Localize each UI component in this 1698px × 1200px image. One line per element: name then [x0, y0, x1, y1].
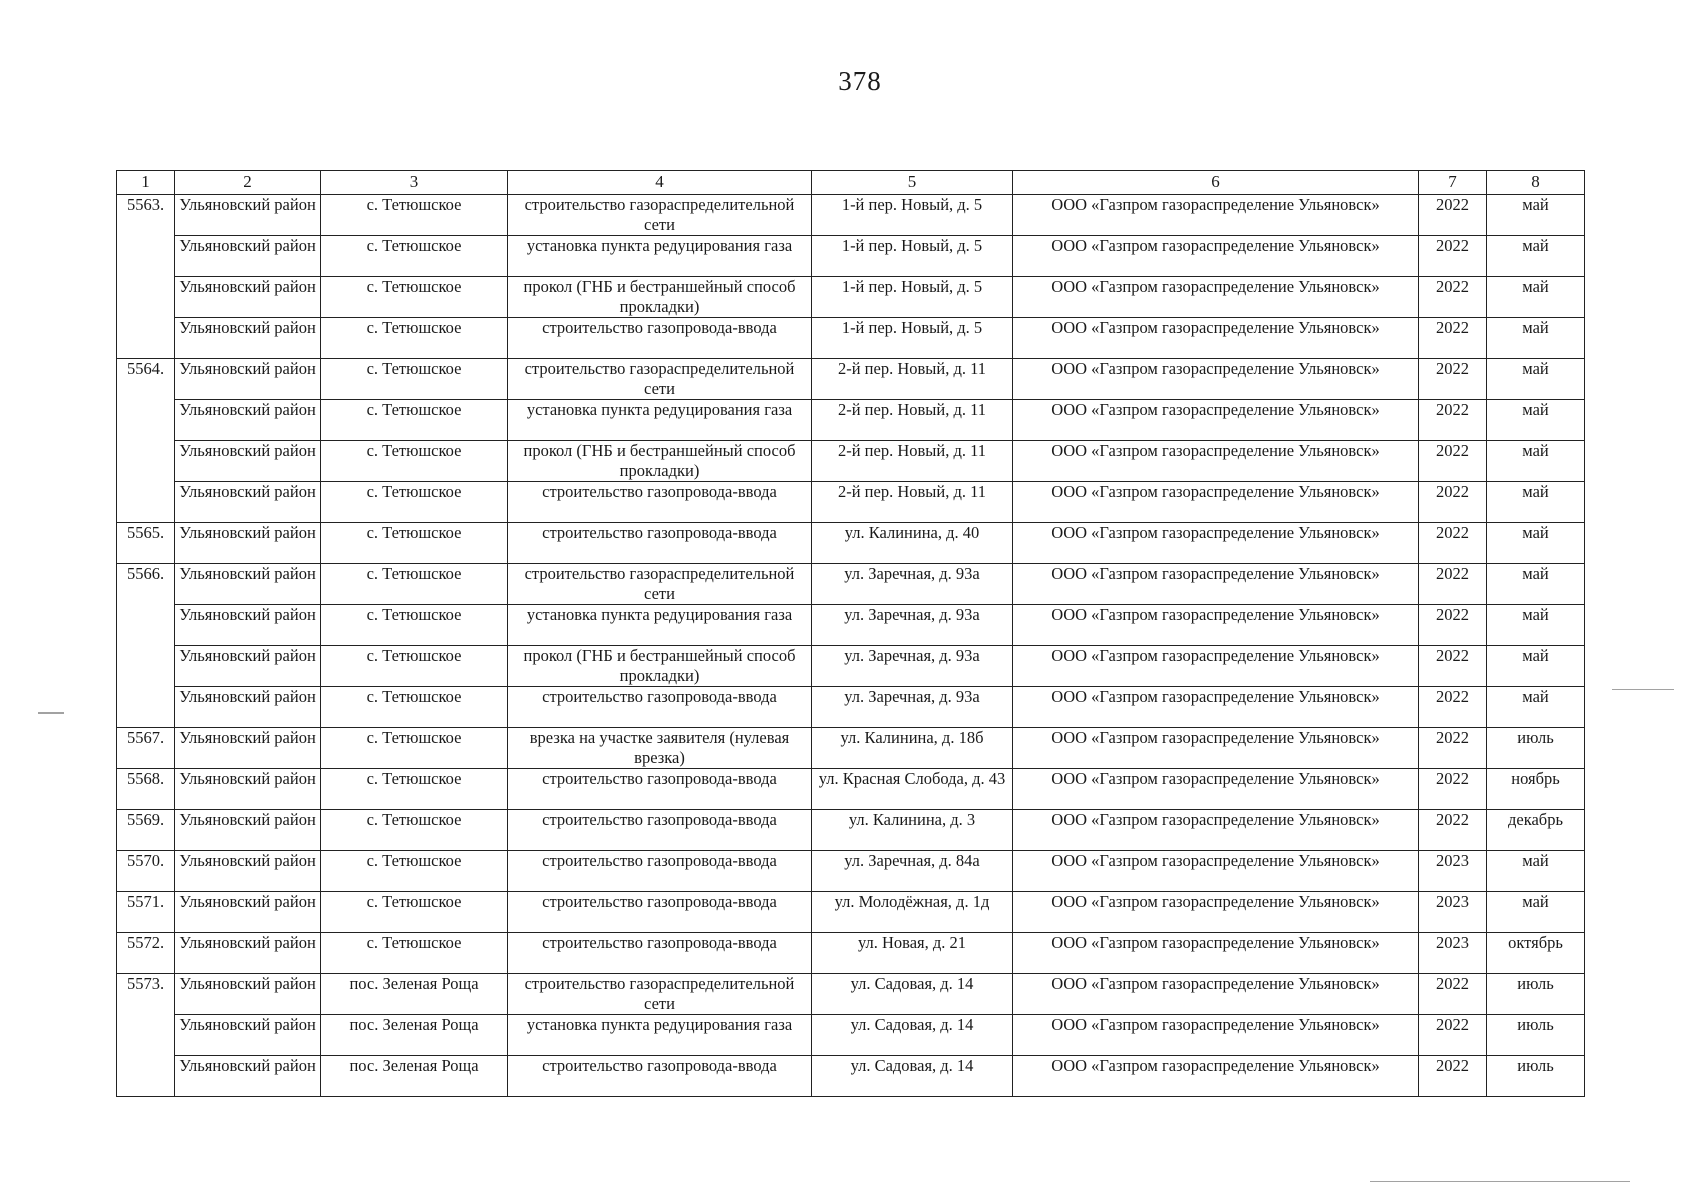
entry-number: 5568.: [117, 769, 175, 810]
table-row: [117, 523, 1585, 564]
district-cell: Ульяновский район: [175, 769, 321, 810]
month-cell: май: [1487, 687, 1585, 728]
month-cell: май: [1487, 564, 1585, 605]
address-cell: 2-й пер. Новый, д. 11: [812, 400, 1013, 441]
work-type-cell: врезка на участке заявителя (нулевая врезка): [508, 728, 812, 769]
settlement-cell: с. Тетюшское: [321, 728, 508, 769]
year-cell: 2023: [1419, 892, 1487, 933]
entry-number: [117, 400, 175, 441]
entry-number: [117, 646, 175, 687]
settlement-cell: пос. Зеленая Роща: [321, 1056, 508, 1097]
table-body: [117, 195, 1585, 1097]
month-cell: май: [1487, 441, 1585, 482]
address-cell: 1-й пер. Новый, д. 5: [812, 236, 1013, 277]
entry-number: 5563.: [117, 195, 175, 236]
work-type-cell: строительство газораспределительной сети: [508, 974, 812, 1015]
column-number-7: 7: [1419, 171, 1487, 195]
address-cell: ул. Садовая, д. 14: [812, 974, 1013, 1015]
entry-number: [117, 482, 175, 523]
settlement-cell: с. Тетюшское: [321, 359, 508, 400]
organization-cell: ООО «Газпром газораспределение Ульяновск»: [1013, 523, 1419, 564]
settlement-cell: пос. Зеленая Роща: [321, 1015, 508, 1056]
month-cell: ноябрь: [1487, 769, 1585, 810]
address-cell: 1-й пер. Новый, д. 5: [812, 318, 1013, 359]
entry-number: 5572.: [117, 933, 175, 974]
settlement-cell: с. Тетюшское: [321, 523, 508, 564]
settlement-cell: с. Тетюшское: [321, 605, 508, 646]
organization-cell: ООО «Газпром газораспределение Ульяновск»: [1013, 400, 1419, 441]
organization-cell: ООО «Газпром газораспределение Ульяновск»: [1013, 195, 1419, 236]
month-cell: май: [1487, 318, 1585, 359]
organization-cell: ООО «Газпром газораспределение Ульяновск»: [1013, 687, 1419, 728]
organization-cell: ООО «Газпром газораспределение Ульяновск»: [1013, 277, 1419, 318]
entry-number: [117, 318, 175, 359]
organization-cell: ООО «Газпром газораспределение Ульяновск»: [1013, 441, 1419, 482]
scan-mark-left: [38, 712, 64, 714]
district-cell: Ульяновский район: [175, 605, 321, 646]
work-type-cell: установка пункта редуцирования газа: [508, 605, 812, 646]
address-cell: ул. Калинина, д. 3: [812, 810, 1013, 851]
year-cell: 2022: [1419, 564, 1487, 605]
district-cell: Ульяновский район: [175, 810, 321, 851]
organization-cell: ООО «Газпром газораспределение Ульяновск»: [1013, 605, 1419, 646]
work-type-cell: прокол (ГНБ и бестраншейный способ прокладки): [508, 441, 812, 482]
entry-number: [117, 1056, 175, 1097]
year-cell: 2022: [1419, 769, 1487, 810]
year-cell: 2022: [1419, 482, 1487, 523]
month-cell: июль: [1487, 974, 1585, 1015]
district-cell: Ульяновский район: [175, 523, 321, 564]
work-type-cell: строительство газопровода-ввода: [508, 318, 812, 359]
organization-cell: ООО «Газпром газораспределение Ульяновск»: [1013, 564, 1419, 605]
settlement-cell: пос. Зеленая Роща: [321, 974, 508, 1015]
address-cell: ул. Заречная, д. 93а: [812, 646, 1013, 687]
table-row: [117, 687, 1585, 728]
year-cell: 2022: [1419, 1056, 1487, 1097]
district-cell: Ульяновский район: [175, 728, 321, 769]
organization-cell: ООО «Газпром газораспределение Ульяновск»: [1013, 482, 1419, 523]
address-cell: ул. Садовая, д. 14: [812, 1015, 1013, 1056]
month-cell: май: [1487, 236, 1585, 277]
organization-cell: ООО «Газпром газораспределение Ульяновск»: [1013, 646, 1419, 687]
column-number-8: 8: [1487, 171, 1585, 195]
year-cell: 2022: [1419, 195, 1487, 236]
settlement-cell: с. Тетюшское: [321, 441, 508, 482]
entry-number: 5564.: [117, 359, 175, 400]
organization-cell: ООО «Газпром газораспределение Ульяновск»: [1013, 359, 1419, 400]
work-type-cell: прокол (ГНБ и бестраншейный способ прокладки): [508, 277, 812, 318]
address-cell: ул. Калинина, д. 40: [812, 523, 1013, 564]
entry-number: [117, 236, 175, 277]
year-cell: 2022: [1419, 277, 1487, 318]
address-cell: 2-й пер. Новый, д. 11: [812, 482, 1013, 523]
address-cell: ул. Заречная, д. 93а: [812, 564, 1013, 605]
month-cell: май: [1487, 195, 1585, 236]
work-type-cell: строительство газопровода-ввода: [508, 1056, 812, 1097]
scan-mark-right: [1612, 689, 1674, 690]
column-number-2: 2: [175, 171, 321, 195]
work-type-cell: установка пункта редуцирования газа: [508, 400, 812, 441]
organization-cell: ООО «Газпром газораспределение Ульяновск»: [1013, 933, 1419, 974]
year-cell: 2022: [1419, 810, 1487, 851]
year-cell: 2022: [1419, 523, 1487, 564]
year-cell: 2022: [1419, 646, 1487, 687]
month-cell: июль: [1487, 728, 1585, 769]
settlement-cell: с. Тетюшское: [321, 933, 508, 974]
table-row: [117, 195, 1585, 236]
settlement-cell: с. Тетюшское: [321, 482, 508, 523]
table-row: [117, 236, 1585, 277]
column-number-1: 1: [117, 171, 175, 195]
address-cell: ул. Заречная, д. 84а: [812, 851, 1013, 892]
month-cell: май: [1487, 359, 1585, 400]
month-cell: июль: [1487, 1056, 1585, 1097]
district-cell: Ульяновский район: [175, 851, 321, 892]
settlement-cell: с. Тетюшское: [321, 564, 508, 605]
column-number-6: 6: [1013, 171, 1419, 195]
district-cell: Ульяновский район: [175, 195, 321, 236]
address-cell: 2-й пер. Новый, д. 11: [812, 359, 1013, 400]
district-cell: Ульяновский район: [175, 1015, 321, 1056]
settlement-cell: с. Тетюшское: [321, 277, 508, 318]
table-row: [117, 933, 1585, 974]
organization-cell: ООО «Газпром газораспределение Ульяновск»: [1013, 974, 1419, 1015]
entry-number: [117, 441, 175, 482]
table-row: [117, 318, 1585, 359]
table-row: [117, 974, 1585, 1015]
district-cell: Ульяновский район: [175, 441, 321, 482]
address-cell: 1-й пер. Новый, д. 5: [812, 195, 1013, 236]
column-number-3: 3: [321, 171, 508, 195]
district-cell: Ульяновский район: [175, 687, 321, 728]
page-number: 378: [838, 66, 882, 96]
settlement-cell: с. Тетюшское: [321, 236, 508, 277]
table-row: [117, 277, 1585, 318]
settlement-cell: с. Тетюшское: [321, 687, 508, 728]
entry-number: 5570.: [117, 851, 175, 892]
table-row: [117, 1015, 1585, 1056]
year-cell: 2022: [1419, 605, 1487, 646]
table-row: [117, 810, 1585, 851]
year-cell: 2022: [1419, 400, 1487, 441]
month-cell: май: [1487, 277, 1585, 318]
scan-mark-bottom: [1370, 1181, 1630, 1182]
district-cell: Ульяновский район: [175, 236, 321, 277]
year-cell: 2022: [1419, 236, 1487, 277]
district-cell: Ульяновский район: [175, 564, 321, 605]
column-number-4: 4: [508, 171, 812, 195]
month-cell: май: [1487, 851, 1585, 892]
district-cell: Ульяновский район: [175, 277, 321, 318]
organization-cell: ООО «Газпром газораспределение Ульяновск»: [1013, 810, 1419, 851]
settlement-cell: с. Тетюшское: [321, 646, 508, 687]
district-cell: Ульяновский район: [175, 646, 321, 687]
address-cell: 1-й пер. Новый, д. 5: [812, 277, 1013, 318]
month-cell: май: [1487, 523, 1585, 564]
entry-number: 5571.: [117, 892, 175, 933]
work-type-cell: строительство газопровода-ввода: [508, 851, 812, 892]
entry-number: 5567.: [117, 728, 175, 769]
month-cell: май: [1487, 605, 1585, 646]
year-cell: 2022: [1419, 318, 1487, 359]
settlement-cell: с. Тетюшское: [321, 318, 508, 359]
table-row: [117, 851, 1585, 892]
settlement-cell: с. Тетюшское: [321, 851, 508, 892]
month-cell: июль: [1487, 1015, 1585, 1056]
year-cell: 2022: [1419, 687, 1487, 728]
address-cell: ул. Новая, д. 21: [812, 933, 1013, 974]
work-type-cell: строительство газопровода-ввода: [508, 892, 812, 933]
year-cell: 2022: [1419, 359, 1487, 400]
address-cell: ул. Садовая, д. 14: [812, 1056, 1013, 1097]
table-row: [117, 646, 1585, 687]
month-cell: май: [1487, 482, 1585, 523]
district-cell: Ульяновский район: [175, 359, 321, 400]
work-type-cell: строительство газораспределительной сети: [508, 195, 812, 236]
works-table: [116, 170, 1585, 1097]
year-cell: 2022: [1419, 974, 1487, 1015]
address-cell: ул. Калинина, д. 18б: [812, 728, 1013, 769]
settlement-cell: с. Тетюшское: [321, 769, 508, 810]
month-cell: май: [1487, 892, 1585, 933]
settlement-cell: с. Тетюшское: [321, 810, 508, 851]
table-row: [117, 769, 1585, 810]
table-row: [117, 892, 1585, 933]
work-type-cell: строительство газопровода-ввода: [508, 769, 812, 810]
table-row: [117, 605, 1585, 646]
work-type-cell: строительство газораспределительной сети: [508, 564, 812, 605]
entry-number: 5569.: [117, 810, 175, 851]
month-cell: май: [1487, 646, 1585, 687]
year-cell: 2022: [1419, 728, 1487, 769]
address-cell: ул. Молодёжная, д. 1д: [812, 892, 1013, 933]
address-cell: ул. Красная Слобода, д. 43: [812, 769, 1013, 810]
organization-cell: ООО «Газпром газораспределение Ульяновск»: [1013, 318, 1419, 359]
organization-cell: ООО «Газпром газораспределение Ульяновск»: [1013, 1015, 1419, 1056]
work-type-cell: строительство газопровода-ввода: [508, 482, 812, 523]
work-type-cell: строительство газораспределительной сети: [508, 359, 812, 400]
settlement-cell: с. Тетюшское: [321, 892, 508, 933]
address-cell: ул. Заречная, д. 93а: [812, 687, 1013, 728]
organization-cell: ООО «Газпром газораспределение Ульяновск»: [1013, 769, 1419, 810]
column-number-row: [117, 171, 1585, 195]
table-row: [117, 482, 1585, 523]
work-type-cell: установка пункта редуцирования газа: [508, 236, 812, 277]
work-type-cell: строительство газопровода-ввода: [508, 687, 812, 728]
district-cell: Ульяновский район: [175, 933, 321, 974]
organization-cell: ООО «Газпром газораспределение Ульяновск»: [1013, 728, 1419, 769]
district-cell: Ульяновский район: [175, 482, 321, 523]
month-cell: декабрь: [1487, 810, 1585, 851]
work-type-cell: строительство газопровода-ввода: [508, 933, 812, 974]
district-cell: Ульяновский район: [175, 974, 321, 1015]
table-row: [117, 728, 1585, 769]
address-cell: 2-й пер. Новый, д. 11: [812, 441, 1013, 482]
work-type-cell: прокол (ГНБ и бестраншейный способ прокладки): [508, 646, 812, 687]
district-cell: Ульяновский район: [175, 1056, 321, 1097]
settlement-cell: с. Тетюшское: [321, 400, 508, 441]
entry-number: 5566.: [117, 564, 175, 605]
table-row: [117, 1056, 1585, 1097]
year-cell: 2022: [1419, 1015, 1487, 1056]
district-cell: Ульяновский район: [175, 400, 321, 441]
entry-number: [117, 687, 175, 728]
organization-cell: ООО «Газпром газораспределение Ульяновск»: [1013, 236, 1419, 277]
month-cell: октябрь: [1487, 933, 1585, 974]
entry-number: [117, 1015, 175, 1056]
year-cell: 2023: [1419, 933, 1487, 974]
district-cell: Ульяновский район: [175, 318, 321, 359]
month-cell: май: [1487, 400, 1585, 441]
organization-cell: ООО «Газпром газораспределение Ульяновск»: [1013, 851, 1419, 892]
column-number-5: 5: [812, 171, 1013, 195]
table-row: [117, 359, 1585, 400]
entry-number: [117, 605, 175, 646]
year-cell: 2023: [1419, 851, 1487, 892]
table-row: [117, 441, 1585, 482]
organization-cell: ООО «Газпром газораспределение Ульяновск»: [1013, 892, 1419, 933]
address-cell: ул. Заречная, д. 93а: [812, 605, 1013, 646]
table-row: [117, 564, 1585, 605]
district-cell: Ульяновский район: [175, 892, 321, 933]
settlement-cell: с. Тетюшское: [321, 195, 508, 236]
work-type-cell: установка пункта редуцирования газа: [508, 1015, 812, 1056]
table-row: [117, 400, 1585, 441]
work-type-cell: строительство газопровода-ввода: [508, 523, 812, 564]
year-cell: 2022: [1419, 441, 1487, 482]
organization-cell: ООО «Газпром газораспределение Ульяновск»: [1013, 1056, 1419, 1097]
work-type-cell: строительство газопровода-ввода: [508, 810, 812, 851]
entry-number: 5573.: [117, 974, 175, 1015]
entry-number: [117, 277, 175, 318]
entry-number: 5565.: [117, 523, 175, 564]
